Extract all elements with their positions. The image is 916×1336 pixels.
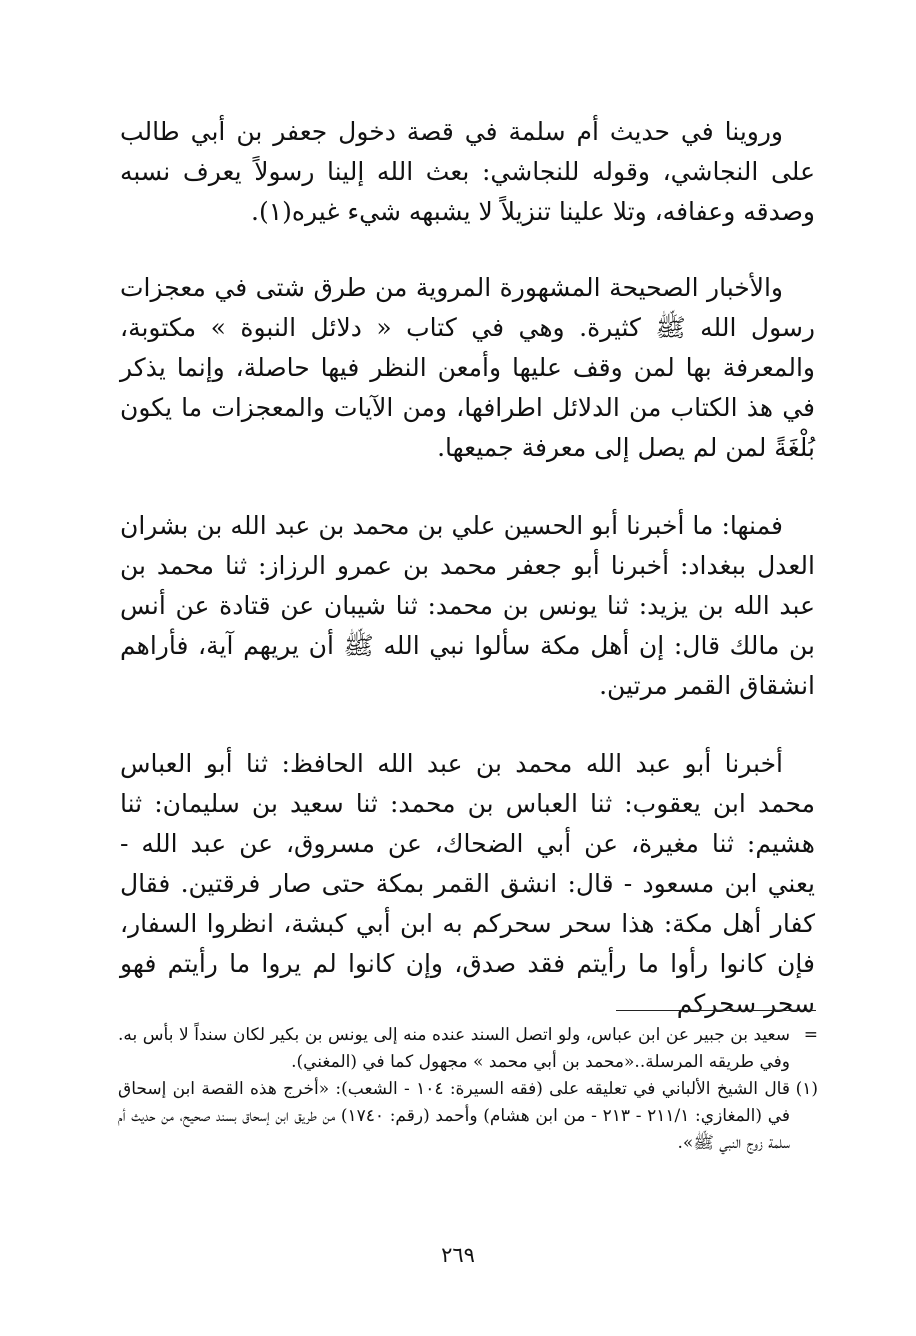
footnotes [118, 1022, 818, 1157]
footnote-marker: (١) [795, 1079, 818, 1099]
page-number: ٢٦٩ [441, 1243, 475, 1267]
main-text [120, 112, 815, 1024]
footnote-1 [118, 1076, 818, 1157]
footnote-marker: = [803, 1025, 818, 1045]
footnote-divider [616, 1010, 816, 1011]
paragraph-umm-salama: وروينا في حديث أم سلمة في قصة دخول جعفر بن أبي طالب على النجاشي، وقوله للنجاشي: بعث الله إلينا رسولاً يعرف نسبه وصدقه وعفافه، وتلا علينا تنزيلاً لا يشبهه شيء غيره(١). [120, 117, 815, 226]
footnote-text: قال الشيخ الألباني في تعليقه على (فقه السيرة: ١٠٤ - الشعب): «أخرج هذه القصة ابن إسحاق في (المغازي: ٢١١/١ - ٢١٣ - من ابن هشام) وأحمد (رقم: ١٧٤٠) من طريق ابن إسحاق بسند صحيح، من حديث أم سلمة زوج النبي ﷺ». [118, 1079, 791, 1153]
paragraph-moon-split-anas: فمنها: ما أخبرنا أبو الحسين علي بن محمد بن عبد الله بن بشران العدل ببغداد: أخبرنا أبو جعفر محمد بن عمرو الرزاز: ثنا محمد بن عبد الله بن يزيد: ثنا يونس بن محمد: ثنا شيبان عن قتادة عن أنس بن مالك قال: إن أهل مكة سألوا نبي الله ﷺ أن يريهم آية، فأراهم انشقاق القمر مرتين. [120, 511, 815, 700]
paragraph-moon-split-ibn-masud: أخبرنا أبو عبد الله محمد بن عبد الله الحافظ: ثنا أبو العباس محمد ابن يعقوب: ثنا العباس بن محمد: ثنا سعيد بن سليمان: ثنا هشيم: ثنا مغيرة، عن أبي الضحاك، عن مسروق، عن عبد الله - يعني ابن مسعود - قال: انشق القمر بمكة حتى صار فرقتين. فقال كفار أهل مكة: هذا سحر سحركم به ابن أبي كبشة، انظروا السفار، فإن كانوا رأوا ما رأيتم فقد صدق، وإن كانوا لم يروا ما رأيتم فهو سحر سحركم [120, 749, 815, 1018]
footnote-continued [118, 1022, 818, 1076]
footnote-text: سعيد بن جبير عن ابن عباس، ولو اتصل السند عنده منه إلى يونس بن بكير لكان سنداً لا بأس به. وفي طريقه المرسلة..«محمد بن أبي محمد » مجهول كما في (المغني). [118, 1025, 790, 1072]
paragraph-miracles-reports: والأخبار الصحيحة المشهورة المروية من طرق شتى في معجزات رسول الله ﷺ كثيرة. وهي في كتاب « دلائل النبوة » مكتوبة، والمعرفة بها لمن وقف عليها وأمعن النظر فيها حاصلة، وإنما يذكر في هذ الكتاب من الدلائل اطرافها، ومن الآيات والمعجزات ما يكون بُلْغَةً لمن لم يصل إلى معرفة جميعها. [120, 273, 815, 462]
